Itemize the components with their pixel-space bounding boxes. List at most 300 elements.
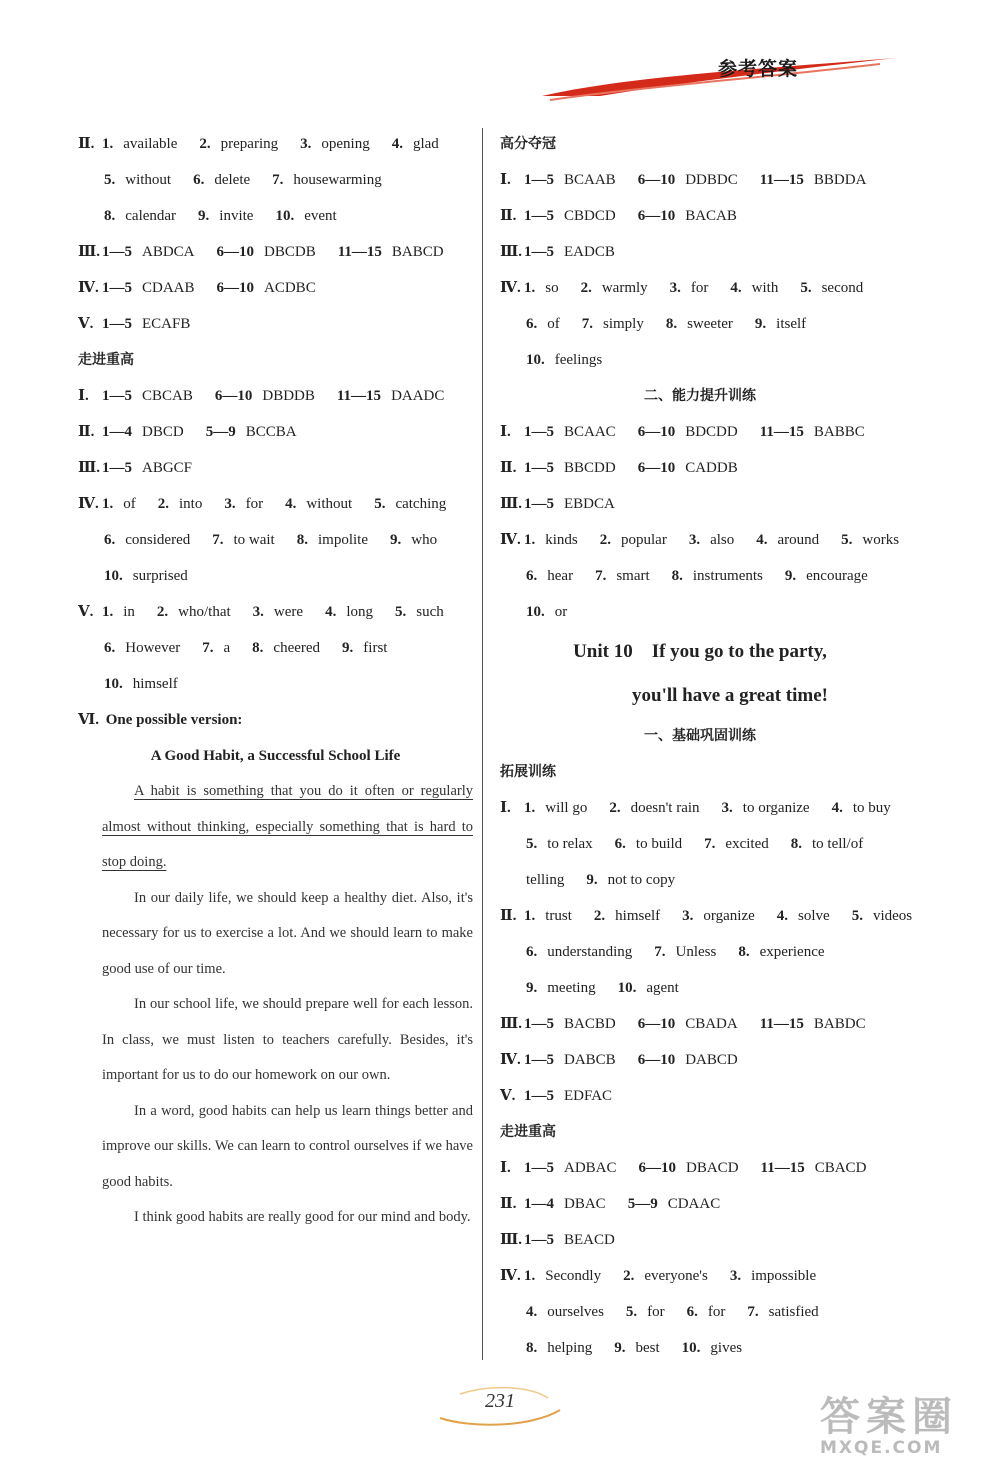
- item-number: 3.: [682, 908, 694, 924]
- answer-text: BACAB: [685, 208, 737, 224]
- answer-text: hear: [547, 568, 574, 584]
- answer-text: DBCDB: [264, 244, 316, 260]
- answer-text: housewarming: [293, 172, 382, 188]
- answer-text: without: [125, 172, 172, 188]
- roman-numeral: Ⅳ.: [78, 280, 99, 296]
- answer-line: [500, 970, 900, 1006]
- answer-text: everyone's: [644, 1268, 708, 1284]
- answer-text: BDCDD: [685, 424, 738, 440]
- item-number: 1—5: [524, 496, 554, 512]
- answer-text: ABDCA: [142, 244, 195, 260]
- answer-text: experience: [759, 944, 825, 960]
- item-number: 6—10: [637, 1052, 676, 1068]
- item-number: 6—10: [214, 388, 253, 404]
- essay-label: One possible version:: [105, 712, 243, 728]
- item-number: 6—10: [216, 244, 255, 260]
- answer-line: [78, 630, 473, 666]
- answer-text: doesn't rain: [630, 800, 700, 816]
- answer-line: [500, 1258, 900, 1294]
- item-number: 6.: [104, 640, 116, 656]
- item-number: 11—15: [759, 1016, 804, 1032]
- item-number: 11—15: [337, 244, 382, 260]
- roman-numeral: Ⅳ.: [500, 1268, 521, 1284]
- item-number: 11—15: [759, 172, 804, 188]
- answer-line: [500, 558, 900, 594]
- item-number: 6—10: [638, 1160, 677, 1176]
- unit-title: you'll have a great time!: [632, 685, 828, 706]
- answer-text: DBCD: [142, 424, 184, 440]
- item-number: 6—10: [637, 460, 676, 476]
- item-number: 9.: [754, 316, 767, 332]
- item-number: 7.: [272, 172, 284, 188]
- answer-text: EDFAC: [564, 1088, 613, 1104]
- answer-text: in: [123, 604, 135, 620]
- answer-text: DDBDC: [685, 172, 738, 188]
- essay-paragraph: In our school life, we should prepare well for each lesson. In class, we must listen to teachers carefully. Besides, it's important for us to do our homework on our own.: [102, 996, 473, 1083]
- item-number: 10.: [526, 604, 545, 620]
- item-number: 5—9: [627, 1196, 658, 1212]
- item-number: 10.: [681, 1340, 701, 1356]
- item-number: 4.: [325, 604, 337, 620]
- roman-numeral: Ⅲ.: [78, 460, 101, 476]
- answer-text: ECAFB: [142, 316, 191, 332]
- item-number: 1.: [524, 1268, 536, 1284]
- answer-line: [500, 1042, 900, 1078]
- answer-line: [500, 934, 900, 970]
- answer-text: were: [273, 604, 304, 620]
- item-number: 9.: [389, 532, 402, 548]
- answer-text: CDAAC: [667, 1196, 721, 1212]
- answer-text: impolite: [317, 532, 368, 548]
- answer-text: BABDC: [813, 1016, 866, 1032]
- item-number: 1—5: [524, 172, 554, 188]
- answer-line: [500, 898, 913, 934]
- item-number: 7.: [202, 640, 214, 656]
- answer-text: BACBD: [564, 1016, 616, 1032]
- item-number: 1—5: [524, 424, 554, 440]
- item-number: 7.: [581, 316, 593, 332]
- item-number: 5.: [374, 496, 386, 512]
- answer-line: [500, 162, 900, 198]
- answer-line: [78, 234, 473, 270]
- item-number: 1—5: [524, 460, 554, 476]
- item-number: 5—9: [205, 424, 236, 440]
- item-number: 1—4: [102, 424, 132, 440]
- item-number: 2.: [580, 280, 592, 296]
- answer-text: best: [635, 1340, 660, 1356]
- answer-text: such: [416, 604, 444, 620]
- item-number: 6.: [526, 316, 538, 332]
- item-number: 3.: [721, 800, 733, 816]
- answer-text: not to copy: [607, 872, 676, 888]
- answer-text: who: [411, 532, 438, 548]
- answer-text: telling: [526, 872, 565, 888]
- item-number: 4.: [526, 1304, 538, 1320]
- item-number: 3.: [224, 496, 236, 512]
- answer-text: simply: [603, 316, 644, 332]
- answer-line: [500, 1006, 900, 1042]
- item-number: 2.: [593, 908, 606, 924]
- item-number: 9.: [586, 872, 598, 888]
- answer-block: [500, 1150, 900, 1366]
- item-number: 8.: [738, 944, 750, 960]
- answer-text: for: [690, 280, 709, 296]
- item-number: 4.: [730, 280, 742, 296]
- answer-block: [500, 162, 900, 378]
- answer-text: invite: [219, 208, 254, 224]
- answer-text: BABBC: [813, 424, 865, 440]
- answer-line: [78, 270, 473, 306]
- answer-block: [500, 414, 900, 630]
- answer-text: of: [123, 496, 136, 512]
- answer-line: [500, 270, 900, 306]
- answer-text: smart: [616, 568, 650, 584]
- item-number: 6.: [193, 172, 205, 188]
- answer-text: trust: [545, 908, 572, 924]
- item-number: 10.: [526, 352, 545, 368]
- item-number: 2.: [157, 496, 169, 512]
- answer-text: EBDCA: [564, 496, 615, 512]
- answer-text: DBACD: [686, 1160, 739, 1176]
- essay-paragraph: In our daily life, we should keep a healthy diet. Also, it's necessary for us to exercise a lot. And we should learn to make good use of our time.: [102, 889, 473, 977]
- roman-numeral: Ⅳ.: [500, 532, 521, 548]
- answer-text: also: [710, 532, 735, 548]
- item-number: 3.: [669, 280, 681, 296]
- answer-block: [500, 790, 913, 1114]
- roman-numeral: Ⅲ.: [500, 1232, 523, 1248]
- answer-text: available: [123, 136, 178, 152]
- answer-text: satisfied: [768, 1304, 819, 1320]
- item-number: 1—5: [102, 280, 132, 296]
- answer-line: [500, 486, 900, 522]
- answer-text: a: [223, 640, 231, 656]
- item-number: 8.: [790, 836, 802, 852]
- roman-numeral: Ⅱ.: [78, 136, 95, 152]
- answer-line: [500, 1294, 900, 1330]
- item-number: 1.: [524, 532, 536, 548]
- item-number: 9.: [784, 568, 797, 584]
- answer-text: calendar: [125, 208, 177, 224]
- item-number: 1.: [102, 604, 114, 620]
- answer-text: ourselves: [547, 1304, 604, 1320]
- answer-text: to relax: [547, 836, 593, 852]
- left-column: [78, 126, 473, 1236]
- section-title: 拓展训练: [500, 764, 556, 780]
- item-number: 3.: [688, 532, 701, 548]
- answer-text: solve: [798, 908, 830, 924]
- section-title: 高分夺冠: [500, 136, 556, 152]
- answer-text: popular: [621, 532, 667, 548]
- answer-text: to buy: [852, 800, 891, 816]
- answer-text: instruments: [692, 568, 763, 584]
- roman-numeral: Ⅱ.: [500, 908, 517, 924]
- item-number: 7.: [747, 1304, 759, 1320]
- answer-line: [500, 1150, 900, 1186]
- item-number: 2.: [623, 1268, 635, 1284]
- item-number: 1—5: [524, 1052, 554, 1068]
- answer-text: catching: [395, 496, 447, 512]
- essay-paragraph: In a word, good habits can help us learn things better and improve our skills. We can learn to control ourselves if we have good habits.: [102, 1102, 473, 1190]
- item-number: 8.: [296, 532, 308, 548]
- roman-numeral: Ⅲ.: [500, 244, 523, 260]
- unit-title: Unit 10 If you go to the party,: [573, 641, 827, 662]
- answer-text: BBCDD: [564, 460, 616, 476]
- answer-text: will go: [545, 800, 588, 816]
- roman-numeral: Ⅳ.: [78, 496, 99, 512]
- answer-text: ADBAC: [564, 1160, 617, 1176]
- item-number: 5.: [800, 280, 812, 296]
- answer-text: understanding: [547, 944, 633, 960]
- answer-text: encourage: [806, 568, 868, 584]
- answer-text: to organize: [742, 800, 810, 816]
- answer-text: BCAAB: [564, 172, 616, 188]
- answer-text: long: [346, 604, 373, 620]
- item-number: 4.: [391, 136, 403, 152]
- answer-text: CBCAB: [142, 388, 193, 404]
- answer-text: BEACD: [564, 1232, 615, 1248]
- answer-line: [78, 666, 473, 702]
- item-number: 1—5: [524, 1016, 554, 1032]
- item-number: 10.: [104, 676, 123, 692]
- answer-line: [500, 234, 900, 270]
- roman-numeral: Ⅰ.: [500, 424, 511, 440]
- item-number: 1.: [524, 280, 536, 296]
- item-number: 1—5: [102, 244, 132, 260]
- roman-numeral: Ⅳ.: [500, 1052, 521, 1068]
- item-number: 9.: [198, 208, 210, 224]
- essay-paragraph: A habit is something that you do it often or regularly almost without thinking, especially something that is hard to stop doing.: [102, 783, 473, 870]
- item-number: 1—5: [102, 316, 132, 332]
- roman-numeral: Ⅰ.: [500, 800, 511, 816]
- item-number: 3.: [729, 1268, 742, 1284]
- item-number: 4.: [756, 532, 768, 548]
- item-number: 6.: [614, 836, 626, 852]
- item-number: 6.: [104, 532, 116, 548]
- answer-line: [500, 414, 900, 450]
- item-number: 1—5: [524, 1160, 554, 1176]
- item-number: 5.: [395, 604, 407, 620]
- answer-text: organize: [703, 908, 755, 924]
- answer-text: without: [306, 496, 353, 512]
- answer-text: so: [545, 280, 559, 296]
- item-number: 9.: [342, 640, 354, 656]
- item-number: 8.: [671, 568, 683, 584]
- item-number: 6—10: [637, 172, 676, 188]
- answer-text: surprised: [132, 568, 188, 584]
- answer-text: helping: [547, 1340, 593, 1356]
- answer-line: [500, 198, 900, 234]
- item-number: 5.: [841, 532, 853, 548]
- header-title: 参考答案: [718, 58, 799, 80]
- answer-line: [78, 126, 473, 162]
- answer-block: [78, 126, 473, 342]
- answer-text: who/that: [178, 604, 231, 620]
- answer-text: to tell/of: [811, 836, 864, 852]
- roman-numeral: Ⅰ.: [500, 1160, 511, 1176]
- answer-text: BBDDA: [813, 172, 867, 188]
- answer-text: excited: [725, 836, 769, 852]
- answer-line: [78, 486, 473, 522]
- answer-text: ACDBC: [264, 280, 316, 296]
- roman-numeral: Ⅴ.: [78, 316, 94, 332]
- answer-text: opening: [321, 136, 370, 152]
- answer-text: second: [821, 280, 864, 296]
- answer-text: cheered: [273, 640, 321, 656]
- item-number: 10.: [617, 980, 637, 996]
- answer-line: [500, 790, 900, 826]
- answer-text: himself: [132, 676, 178, 692]
- answer-line: [78, 594, 473, 630]
- item-number: 7.: [704, 836, 716, 852]
- answer-line: [500, 342, 900, 378]
- item-number: 2.: [609, 800, 621, 816]
- item-number: 5.: [104, 172, 116, 188]
- answer-line: [500, 826, 900, 862]
- answer-text: sweeter: [687, 316, 733, 332]
- answer-text: with: [751, 280, 779, 296]
- item-number: 1—4: [524, 1196, 554, 1212]
- roman-numeral: Ⅲ.: [500, 1016, 523, 1032]
- answer-line: [78, 414, 473, 450]
- item-number: 3.: [252, 604, 264, 620]
- answer-text: CDAAB: [142, 280, 195, 296]
- item-number: 10.: [275, 208, 295, 224]
- roman-numeral: Ⅰ.: [500, 172, 511, 188]
- roman-numeral: Ⅲ.: [500, 496, 523, 512]
- section-title: 走进重高: [500, 1124, 556, 1140]
- roman-numeral: Ⅱ.: [500, 208, 517, 224]
- essay-title: A Good Habit, a Successful School Life: [150, 748, 401, 764]
- answer-text: Secondly: [545, 1268, 602, 1284]
- answer-text: However: [125, 640, 181, 656]
- answer-text: EADCB: [564, 244, 615, 260]
- answer-line: [78, 198, 473, 234]
- answer-text: agent: [646, 980, 679, 996]
- answer-text: kinds: [545, 532, 578, 548]
- answer-text: of: [547, 316, 560, 332]
- answer-line: [78, 306, 473, 342]
- answer-line: [78, 450, 473, 486]
- item-number: 7.: [595, 568, 607, 584]
- right-column: [500, 126, 913, 1366]
- roman-numeral: Ⅱ.: [500, 1196, 517, 1212]
- answer-text: to build: [635, 836, 683, 852]
- item-number: 10.: [104, 568, 123, 584]
- answer-line: [78, 522, 473, 558]
- item-number: 11—15: [759, 424, 804, 440]
- page-number: 231: [485, 1390, 515, 1412]
- item-number: 4.: [285, 496, 297, 512]
- answer-text: works: [862, 532, 900, 548]
- item-number: 6—10: [637, 1016, 676, 1032]
- item-number: 1—5: [524, 208, 554, 224]
- answer-text: for: [707, 1304, 726, 1320]
- roman-numeral: Ⅴ.: [78, 604, 94, 620]
- item-number: 8.: [526, 1340, 538, 1356]
- answer-text: into: [179, 496, 203, 512]
- roman-numeral: Ⅱ.: [500, 460, 517, 476]
- answer-text: CADDB: [685, 460, 738, 476]
- item-number: 7.: [654, 944, 666, 960]
- answer-text: himself: [615, 908, 661, 924]
- item-number: 4.: [776, 908, 789, 924]
- item-number: 6.: [526, 944, 538, 960]
- answer-text: DABCD: [685, 1052, 738, 1068]
- answer-line: [500, 522, 900, 558]
- column-divider: [482, 128, 483, 1360]
- answer-text: or: [554, 604, 568, 620]
- answer-text: for: [245, 496, 264, 512]
- item-number: 11—15: [336, 388, 382, 404]
- watermark-logo: 答案圈 MXQE.COM: [820, 1394, 958, 1458]
- roman-numeral: Ⅰ.: [78, 388, 89, 404]
- answer-block: [78, 378, 473, 702]
- answer-line: [78, 162, 473, 198]
- item-number: 1.: [102, 496, 114, 512]
- answer-text: CBADA: [685, 1016, 738, 1032]
- answer-text: gives: [710, 1340, 743, 1356]
- item-number: 3.: [300, 136, 312, 152]
- item-number: 5.: [526, 836, 538, 852]
- item-number: 7.: [212, 532, 224, 548]
- answer-text: impossible: [751, 1268, 817, 1284]
- section-title: 一、基础巩固训练: [644, 728, 756, 744]
- answer-line: [500, 594, 900, 630]
- item-number: 6—10: [637, 424, 676, 440]
- answer-line: [500, 1222, 900, 1258]
- answer-text: DBAC: [564, 1196, 606, 1212]
- item-number: 6—10: [216, 280, 255, 296]
- essay-paragraph: I think good habits are really good for our mind and body.: [134, 1209, 471, 1225]
- item-number: 1—5: [524, 1232, 554, 1248]
- answer-text: glad: [412, 136, 439, 152]
- roman-numeral: Ⅳ.: [500, 280, 521, 296]
- item-number: 5.: [625, 1304, 638, 1320]
- answer-text: considered: [125, 532, 191, 548]
- answer-text: CBACD: [814, 1160, 867, 1176]
- answer-line: [500, 450, 900, 486]
- item-number: 1.: [524, 800, 536, 816]
- answer-line: [500, 1078, 900, 1114]
- roman-numeral: Ⅵ.: [78, 712, 99, 728]
- item-number: 9.: [614, 1340, 626, 1356]
- answer-text: event: [304, 208, 337, 224]
- item-number: 4.: [831, 800, 843, 816]
- item-number: 11—15: [760, 1160, 805, 1176]
- answer-text: BABCD: [391, 244, 444, 260]
- item-number: 2.: [599, 532, 612, 548]
- answer-text: preparing: [220, 136, 279, 152]
- roman-numeral: Ⅲ.: [78, 244, 101, 260]
- answer-text: for: [647, 1304, 665, 1320]
- item-number: 6.: [526, 568, 538, 584]
- item-number: 6—10: [637, 208, 676, 224]
- item-number: 2.: [199, 136, 211, 152]
- answer-line: [500, 1330, 900, 1366]
- answer-text: meeting: [547, 980, 596, 996]
- answer-text: DABCB: [564, 1052, 616, 1068]
- item-number: 1—5: [102, 388, 132, 404]
- answer-text: CBDCD: [564, 208, 616, 224]
- item-number: 8.: [665, 316, 678, 332]
- item-number: 8.: [104, 208, 116, 224]
- answer-line: [500, 862, 900, 898]
- answer-text: DAADC: [391, 388, 445, 404]
- item-number: 1—5: [524, 244, 554, 260]
- answer-text: BCAAC: [564, 424, 616, 440]
- item-number: 6.: [686, 1304, 698, 1320]
- answer-line: [78, 558, 473, 594]
